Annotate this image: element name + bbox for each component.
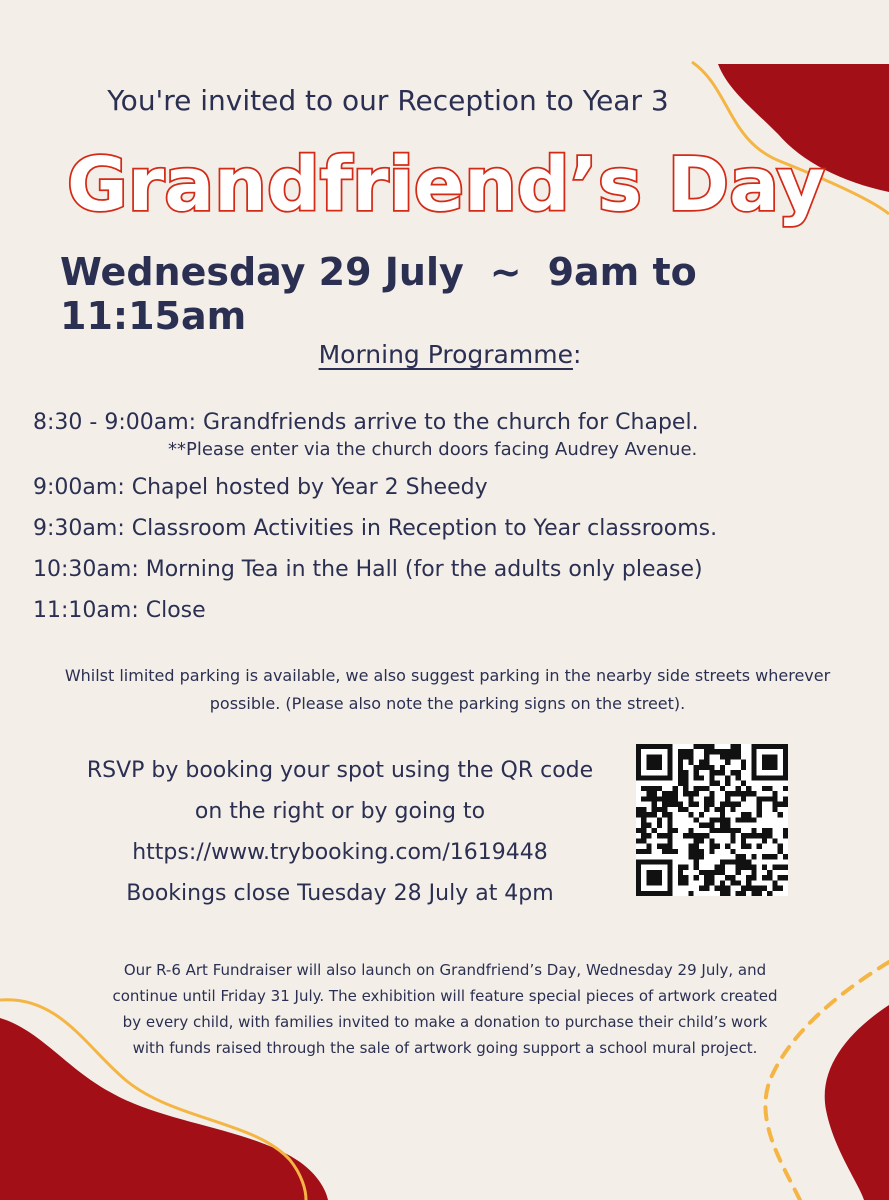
- qr-code-graphic: [636, 744, 788, 896]
- fundraiser-line-3: by every child, with families invited to make a donation to purchase their child’s work: [122, 1013, 768, 1031]
- programme-heading-text: Morning Programme: [318, 340, 573, 369]
- schedule-item-activities: 9:30am: Classroom Activities in Reception to Year classrooms.: [33, 516, 718, 541]
- rsvp-line-2: on the right or by going to: [194, 799, 486, 824]
- title-text: Grandfriend’s Day: [67, 142, 825, 228]
- schedule-item-morning-tea: 10:30am: Morning Tea in the Hall (for the adults only please): [33, 557, 703, 582]
- event-date-line: [60, 250, 880, 338]
- bottom-right-red-shape: [825, 1005, 889, 1200]
- fundraiser-line-2: continue until Friday 31 July. The exhibition will feature special pieces of artwork created: [112, 987, 778, 1005]
- programme-schedule: [33, 402, 853, 631]
- programme-heading: [0, 340, 889, 369]
- parking-line-1: Whilst limited parking is available, we also suggest parking in the nearby side streets wherever: [64, 666, 831, 685]
- rsvp-block: [50, 750, 630, 914]
- event-title: [0, 120, 889, 240]
- qr-code-icon[interactable]: [636, 744, 788, 896]
- fundraiser-line-1: Our R-6 Art Fundraiser will also launch on Grandfriend’s Day, Wednesday 29 July, and: [123, 961, 767, 979]
- parking-line-2: possible. (Please also note the parking signs on the street).: [209, 694, 686, 713]
- schedule-item-chapel: 9:00am: Chapel hosted by Year 2 Sheedy: [33, 475, 488, 500]
- fundraiser-line-4: with funds raised through the sale of artwork going support a school mural project.: [132, 1039, 758, 1057]
- parking-note: [30, 662, 865, 718]
- event-time: 9am to 11:15am: [60, 250, 697, 338]
- schedule-item-close: 11:10am: Close: [33, 598, 206, 623]
- booking-close-notice: Bookings close Tuesday 28 July at 4pm: [126, 881, 554, 906]
- schedule-note-entry: **Please enter via the church doors facing Audrey Avenue.: [168, 439, 698, 460]
- art-fundraiser-note: [60, 957, 830, 1061]
- programme-heading-colon: :: [572, 340, 582, 369]
- booking-link[interactable]: https://www.trybooking.com/1619448: [132, 840, 548, 865]
- rsvp-line-1: RSVP by booking your spot using the QR code: [86, 758, 594, 783]
- event-date: Wednesday 29 July: [60, 250, 464, 294]
- date-separator: ~: [489, 250, 522, 294]
- intro-line: You're invited to our Reception to Year 3: [107, 84, 669, 117]
- schedule-item-arrival: 8:30 - 9:00am: Grandfriends arrive to the church for Chapel.: [33, 410, 699, 435]
